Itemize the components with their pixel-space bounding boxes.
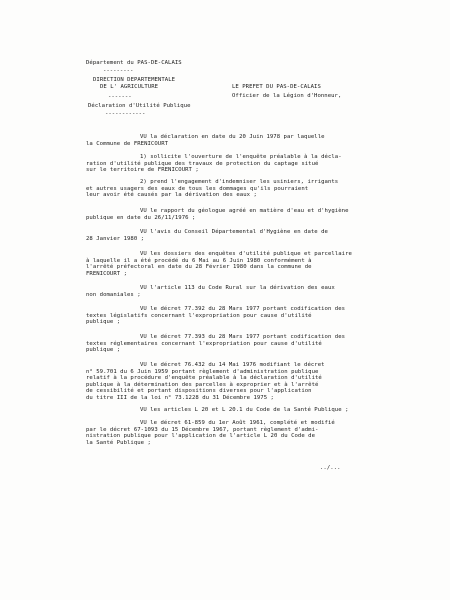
paragraph bbox=[86, 179, 390, 199]
text-line: VU le décret 77.393 du 28 Mars 1977 portant codification des bbox=[140, 334, 346, 340]
text-line: publique en date du 26/11/1976 ; bbox=[86, 214, 196, 221]
text-line: VU le décret 76.432 du 14 Mai 1976 modifiant le décret bbox=[140, 362, 325, 368]
text-line: textes législatifs concernant l'expropriation pour cause d'utilité bbox=[86, 312, 312, 319]
text-line: ration d'utilité publique des travaux de protection du captage situé bbox=[86, 160, 319, 167]
text-line: du titre III de la loi n° 73.1228 du 31 Décembre 1975 ; bbox=[86, 394, 274, 401]
text-line: non domaniales ; bbox=[86, 291, 141, 298]
paragraph bbox=[86, 407, 390, 414]
department-title: Département du PAS-DE-CALAIS bbox=[86, 60, 182, 66]
text-line: textes réglementaires concernant l'expropriation pour cause d'utilité bbox=[86, 340, 322, 347]
text-line: VU l'avis du Conseil Départemental d'Hygiène en date de bbox=[140, 229, 328, 235]
text-line: de cessibilité et portant dispositions diverses pour l'application bbox=[86, 388, 312, 395]
continuation-marker: ../... bbox=[320, 465, 341, 471]
text-line: la Commune de FRENICOURT bbox=[86, 140, 169, 147]
paragraph bbox=[86, 134, 390, 147]
text-line: par le décret 67-1093 du 15 Décembre 1967, portant règlement d'admi- bbox=[86, 426, 319, 433]
text-line: VU les articles L 20 et L 20.1 du Code de la Santé Publique ; bbox=[140, 407, 349, 413]
prefet-subtitle: Officier de la Légion d'Honneur, bbox=[232, 93, 342, 99]
text-line: publique ; bbox=[86, 319, 121, 326]
text-line: n° 59.701 du 6 Juin 1959 portant règlement d'administration publique bbox=[86, 368, 319, 375]
paragraph bbox=[86, 208, 390, 221]
text-line: VU les dossiers des enquêtes d'utilité publique et parcellaire bbox=[140, 251, 352, 257]
text-line: 2) prend l'engagement d'indemniser les usiniers, irrigants bbox=[140, 179, 339, 185]
text-line: 28 Janvier 1980 ; bbox=[86, 235, 145, 242]
declaration-title: Déclaration d'Utilité Publique bbox=[88, 103, 191, 109]
direction-line-1: DIRECTION DEPARTEMENTALE bbox=[93, 77, 176, 83]
paragraph bbox=[86, 362, 390, 402]
paragraph bbox=[86, 306, 390, 326]
text-line: publique à la détermination des parcelles à exproprier et à l'arrêté bbox=[86, 381, 319, 388]
text-line: l'arrêté préfectoral en date du 28 Février 1980 dans la commune de bbox=[86, 264, 312, 271]
text-line: leur avoir été causés par la dérivation des eaux ; bbox=[86, 192, 257, 199]
paragraph bbox=[86, 420, 390, 446]
text-line: VU l'article 113 du Code Rural sur la dérivation des eaux bbox=[140, 285, 335, 291]
direction-line-2: DE L' AGRICULTURE bbox=[100, 84, 159, 90]
text-line: relatif à la procédure d'enquête préalable à la déclaration d'utilité bbox=[86, 375, 322, 382]
paragraph bbox=[86, 285, 390, 298]
text-line: nistration publique pour l'application de l'article L 20 du Code de bbox=[86, 433, 315, 440]
text-line: publique ; bbox=[86, 347, 121, 354]
text-line: et autres usagers des eaux de tous les dommages qu'ils pourraient bbox=[86, 185, 309, 192]
prefet-title: LE PREFET DU PAS-DE-CALAIS bbox=[232, 84, 321, 90]
text-line: sur le territoire de FRENICOURT ; bbox=[86, 167, 199, 174]
text-line: FRENICOURT ; bbox=[86, 270, 128, 277]
text-line: 1) sollicite l'ouverture de l'enquête préalable à la décla- bbox=[140, 154, 342, 160]
text-line: VU le rapport du géologue agréé en matière d'eau et d'hygiène bbox=[140, 208, 349, 214]
text-line: à laquelle il a été procédé du 6 Mai au 6 Juin 1980 conformément à bbox=[86, 257, 312, 264]
paragraph bbox=[86, 251, 390, 277]
paragraph bbox=[86, 154, 390, 174]
paragraph bbox=[86, 229, 390, 242]
separator: ------------ bbox=[105, 111, 146, 117]
separator: ------- bbox=[108, 94, 132, 100]
paragraph bbox=[86, 334, 390, 354]
text-line: VU le décret 77.392 du 28 Mars 1977 portant codification des bbox=[140, 306, 346, 312]
text-line: VU la déclaration en date du 20 Juin 1978 par laquelle bbox=[140, 134, 325, 140]
text-line: la Santé Publique ; bbox=[86, 439, 151, 446]
separator: --------- bbox=[103, 68, 134, 74]
text-line: VU le décret 61-859 du 1er Août 1961, complété et modifié bbox=[140, 420, 335, 426]
